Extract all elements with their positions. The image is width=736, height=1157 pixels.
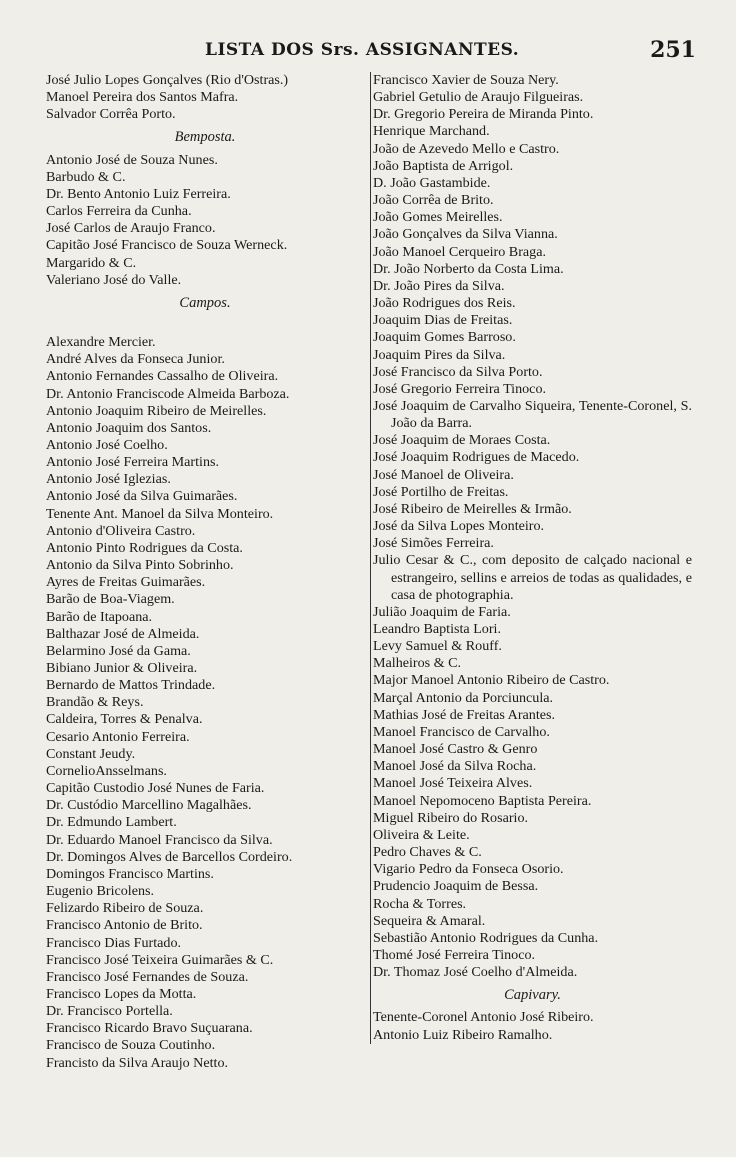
- subscriber-entry: Capitão Custodio José Nunes de Faria.: [46, 780, 265, 797]
- subscriber-entry: João Baptista de Arrigol.: [373, 157, 514, 174]
- bemposta-entry-list: [46, 152, 364, 289]
- subscriber-entry: Antonio José Ferreira Martins.: [46, 454, 220, 471]
- section-gap: [46, 317, 364, 334]
- subscriber-entry: Margarido & C.: [46, 254, 137, 271]
- subscriber-entry: Barbudo & C.: [46, 168, 126, 185]
- subscriber-entry: Levy Samuel & Rouff.: [373, 638, 502, 655]
- subscriber-entry: Vigario Pedro da Fonseca Osorio.: [373, 861, 564, 878]
- subscriber-entry: Dr. Thomaz José Coelho d'Almeida.: [373, 964, 578, 981]
- subscriber-entry: Francisco José Fernandes de Souza.: [46, 968, 249, 985]
- subscriber-entry: Salvador Corrêa Porto.: [46, 106, 176, 123]
- subscriber-entry: Antonio José Coelho.: [46, 436, 168, 453]
- subscriber-entry: Tenente-Coronel Antonio José Ribeiro.: [373, 1009, 594, 1026]
- subscriber-entry: Malheiros & C.: [373, 655, 462, 672]
- subscriber-entry: José Francisco da Silva Porto.: [373, 363, 543, 380]
- subscriber-entry: Antonio Joaquim Ribeiro de Meirelles.: [46, 402, 267, 419]
- subscriber-entry: Antonio da Silva Pinto Sobrinho.: [46, 557, 234, 574]
- subscriber-entry: Dr. Bento Antonio Luiz Ferreira.: [46, 185, 231, 202]
- subscriber-entry: Cesario Antonio Ferreira.: [46, 728, 190, 745]
- subscriber-entry: Manoel José Castro & Genro: [373, 741, 538, 758]
- subscriber-entry: Dr. Gregorio Pereira de Miranda Pinto.: [373, 106, 594, 123]
- subscriber-entry: João Rodrigues dos Reis.: [373, 295, 516, 312]
- subscriber-entry: Dr. Edmundo Lambert.: [46, 814, 177, 831]
- subscriber-entry: Manoel José Teixeira Alves.: [373, 775, 533, 792]
- subscriber-entry: Oliveira & Leite.: [373, 826, 470, 843]
- subscriber-entry: Joaquim Dias de Freitas.: [373, 312, 513, 329]
- subscriber-entry: Barão de Itapoana.: [46, 608, 153, 625]
- section-heading-campos: Campos.: [179, 294, 231, 311]
- subscriber-entry: Ayres de Freitas Guimarães.: [46, 574, 206, 591]
- subscriber-entry: Antonio Fernandes Cassalho de Oliveira.: [46, 368, 279, 385]
- subscriber-entry: José Joaquim de Moraes Costa.: [373, 432, 551, 449]
- subscriber-entry: Antonio Pinto Rodrigues da Costa.: [46, 539, 243, 556]
- right-entry-list-b: [373, 432, 692, 552]
- subscriber-entry: Rocha & Torres.: [373, 895, 467, 912]
- subscriber-entry: Felizardo Ribeiro de Souza.: [46, 900, 204, 917]
- subscriber-entry: Francisco Antonio de Brito.: [46, 917, 203, 934]
- subscriber-entry: Balthazar José de Almeida.: [46, 625, 200, 642]
- right-entry-list-c: [373, 604, 692, 981]
- subscriber-entry: André Alves da Fonseca Junior.: [46, 351, 225, 368]
- subscriber-entry: Bernardo de Mattos Trindade.: [46, 677, 216, 694]
- capivary-entry-list: [373, 1009, 692, 1043]
- subscriber-entry: Manoel Nepomoceno Baptista Pereira.: [373, 792, 592, 809]
- subscriber-entry: João Manoel Cerqueiro Braga.: [373, 243, 546, 260]
- subscriber-entry: José Manoel de Oliveira.: [373, 466, 514, 483]
- subscriber-entry-siqueira: José Joaquim de Carvalho Siqueira, Tenente-Coronel, S. João da Barra.: [373, 397, 692, 432]
- subscriber-entry: CornelioAnsselmans.: [46, 762, 167, 779]
- subscriber-entry: Capitão José Francisco de Souza Werneck.: [46, 237, 288, 254]
- subscriber-entry: Francisto da Silva Araujo Netto.: [46, 1054, 229, 1071]
- subscriber-entry: Henrique Marchand.: [373, 123, 490, 140]
- left-column: [46, 72, 364, 1072]
- subscriber-entry: Dr. Eduardo Manoel Francisco da Silva.: [46, 831, 273, 848]
- subscriber-entry: Carlos Ferreira da Cunha.: [46, 203, 192, 220]
- subscriber-entry: Prudencio Joaquim de Bessa.: [373, 878, 539, 895]
- subscriber-entry: João Corrêa de Brito.: [373, 192, 494, 209]
- subscriber-entry: Thomé José Ferreira Tinoco.: [373, 946, 536, 963]
- subscriber-entry: Major Manoel Antonio Ribeiro de Castro.: [373, 672, 610, 689]
- subscriber-entry: Belarmino José da Gama.: [46, 642, 191, 659]
- subscriber-entry: Antonio José da Silva Guimarães.: [46, 488, 238, 505]
- page-number: 251: [650, 37, 696, 63]
- subscriber-entry: Antonio José de Souza Nunes.: [46, 151, 218, 168]
- subscriber-entry: Manoel Pereira dos Santos Mafra.: [46, 89, 239, 106]
- subscriber-entry: Dr. Domingos Alves de Barcellos Cordeiro.: [46, 848, 293, 865]
- subscriber-entry: José Ribeiro de Meirelles & Irmão.: [373, 500, 572, 517]
- page-header: [40, 37, 696, 66]
- subscriber-entry: Eugenio Bricolens.: [46, 883, 155, 900]
- subscriber-entry: Alexandre Mercier.: [46, 334, 156, 351]
- subscriber-entry: José Julio Lopes Gonçalves (Rio d'Ostras.): [46, 72, 289, 88]
- subscriber-entry: Joaquim Pires da Silva.: [373, 346, 506, 363]
- subscriber-entry: Joaquim Gomes Barroso.: [373, 329, 516, 346]
- subscriber-entry: Dr. Antonio Franciscode Almeida Barboza.: [46, 385, 290, 402]
- subscriber-entry: Tenente Ant. Manoel da Silva Monteiro.: [46, 505, 274, 522]
- subscriber-entry: Francisco Xavier de Souza Nery.: [373, 72, 559, 88]
- subscriber-entry: Miguel Ribeiro do Rosario.: [373, 809, 529, 826]
- subscriber-entry: Barão de Boa-Viagem.: [46, 591, 175, 608]
- subscriber-entry: Dr. Custódio Marcellino Magalhães.: [46, 797, 252, 814]
- subscriber-entry: Julião Joaquim de Faria.: [373, 603, 511, 620]
- subscriber-entry: José da Silva Lopes Monteiro.: [373, 518, 545, 535]
- subscriber-entry: José Portilho de Freitas.: [373, 483, 509, 500]
- page-title: LISTA DOS Srs. ASSIGNANTES.: [205, 40, 520, 60]
- subscriber-entry: José Carlos de Araujo Franco.: [46, 220, 216, 237]
- subscriber-entry: Gabriel Getulio de Araujo Filgueiras.: [373, 89, 584, 106]
- subscriber-entry: Antonio d'Oliveira Castro.: [46, 522, 196, 539]
- subscriber-entry: Bibiano Junior & Oliveira.: [46, 660, 198, 676]
- subscriber-entry: D. João Gastambide.: [373, 174, 491, 191]
- subscriber-entry: José Joaquim Rodrigues de Macedo.: [373, 449, 580, 466]
- subscriber-entry: Dr. João Pires da Silva.: [373, 277, 505, 294]
- section-heading-bemposta: Bemposta.: [174, 129, 236, 146]
- subscriber-entry: Mathias José de Freitas Arantes.: [373, 706, 556, 723]
- subscriber-entry: Leandro Baptista Lori.: [373, 621, 501, 637]
- subscriber-entry: Constant Jeudy.: [46, 745, 136, 762]
- subscriber-entry: João de Azevedo Mello e Castro.: [373, 140, 560, 157]
- subscriber-entry: Dr. Francisco Portella.: [46, 1003, 173, 1020]
- subscriber-entry: Antonio José Iglezias.: [46, 471, 171, 488]
- subscriber-entry: João Gomes Meirelles.: [373, 209, 503, 226]
- subscriber-entry: Sebastião Antonio Rodrigues da Cunha.: [373, 929, 599, 946]
- subscriber-entry: José Simões Ferreira.: [373, 535, 494, 552]
- top-entry-list: [46, 72, 364, 123]
- subscriber-entry: Valeriano José do Valle.: [46, 271, 182, 288]
- subscriber-entry: Sequeira & Amaral.: [373, 912, 486, 929]
- subscriber-entry: Manoel Francisco de Carvalho.: [373, 723, 550, 740]
- section-heading-capivary: Capivary.: [504, 987, 561, 1004]
- subscriber-entry: Marçal Antonio da Porciuncula.: [373, 689, 554, 706]
- right-entry-list-a: [373, 72, 692, 398]
- subscriber-entry: Manoel José da Silva Rocha.: [373, 758, 537, 775]
- subscriber-entry: Antonio Joaquim dos Santos.: [46, 419, 212, 436]
- subscriber-entry: Francisco Dias Furtado.: [46, 934, 182, 951]
- subscriber-entry: Francisco de Souza Coutinho.: [46, 1037, 216, 1054]
- subscriber-entry: Francisco Ricardo Bravo Suçuarana.: [46, 1020, 253, 1037]
- campos-entry-list: [46, 334, 364, 1072]
- subscriber-entry: Antonio Luiz Ribeiro Ramalho.: [373, 1026, 553, 1043]
- subscriber-entry: Francisco Lopes da Motta.: [46, 985, 197, 1002]
- subscriber-entry: Francisco José Teixeira Guimarães & C.: [46, 951, 274, 968]
- subscriber-entry-julio-cesar: Julio Cesar & C., com deposito de calçado nacional e estrangeiro, sellins e arreios de todas as qualidades, e casa de photographia.: [373, 552, 692, 603]
- subscriber-entry: Dr. João Norberto da Costa Lima.: [373, 260, 564, 277]
- subscriber-entry: Caldeira, Torres & Penalva.: [46, 711, 203, 728]
- subscriber-entry: João Gonçalves da Silva Vianna.: [373, 226, 558, 243]
- subscriber-entry: José Gregorio Ferreira Tinoco.: [373, 380, 547, 397]
- right-column: [370, 72, 692, 1044]
- subscriber-entry: Domingos Francisco Martins.: [46, 865, 214, 882]
- subscriber-entry: Pedro Chaves & C.: [373, 844, 482, 861]
- subscriber-entry: Brandão & Reys.: [46, 694, 144, 711]
